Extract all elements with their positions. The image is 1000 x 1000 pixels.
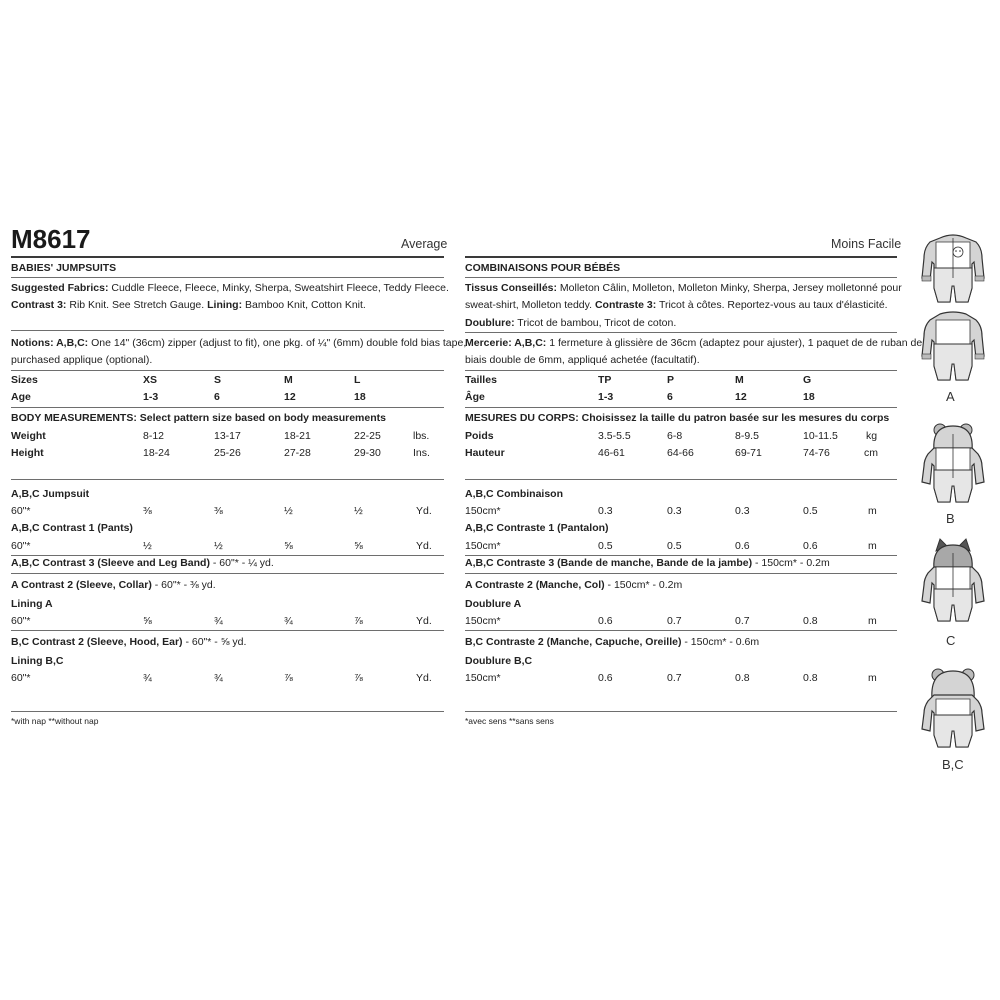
contrast3-lining-en (11, 299, 366, 312)
yard-unit: Yd. (416, 615, 432, 627)
fabrics-fr (465, 282, 902, 295)
size-m: M (284, 374, 293, 386)
weight-value: 6-8 (667, 430, 683, 442)
weight-label: Weight (11, 430, 46, 442)
divider (11, 370, 444, 371)
contrast2a-label: A Contraste 2 (Manche, Col) (465, 579, 605, 591)
yardage: ⅝ (354, 540, 363, 552)
contrast3-row-rest: - 150cm* - 0.2m (752, 557, 830, 569)
yardage: ½ (354, 505, 363, 517)
meterage: 0.6 (735, 540, 750, 552)
fabric-width: 150cm* (465, 540, 501, 552)
weight-unit: kg (866, 430, 878, 442)
contrast2bc-rest: - 150cm* - 0.6m (681, 636, 760, 648)
meter-unit: m (868, 615, 877, 627)
divider (11, 256, 444, 258)
notions-line2: biais double de 6mm, appliqué achetée (facultatif). (465, 354, 700, 366)
age-value: 1-3 (598, 391, 614, 403)
size-l: L (354, 374, 361, 386)
jumpsuit-label: A,B,C Combinaison (465, 488, 564, 500)
lining-bc-label: Doublure B,C (465, 655, 533, 667)
yardage: ⅞ (354, 615, 363, 627)
meterage: 0.6 (598, 672, 613, 684)
contrast2a-row (11, 579, 216, 592)
yardage: ¾ (214, 615, 223, 627)
figure-label-b: B (946, 511, 955, 526)
difficulty-en: Average (401, 237, 448, 251)
divider (465, 332, 897, 333)
footnote-en: *with nap **without nap (11, 716, 99, 726)
figure-label-a: A (946, 389, 955, 404)
contrast3-row (465, 557, 830, 570)
meterage: 0.8 (803, 615, 818, 627)
yardage: ½ (143, 540, 152, 552)
fabric-width: 60"* (11, 672, 31, 684)
contrast3-text: Tricot à côtes. Reportez-vous au taux d'élasticité. (656, 299, 888, 311)
contrast2bc-row (465, 636, 759, 649)
age-label: Age (11, 391, 31, 403)
contrast2a-row (465, 579, 682, 592)
meterage: 0.6 (598, 615, 613, 627)
divider (465, 370, 897, 371)
height-value: 25-26 (214, 447, 241, 459)
height-value: 18-24 (143, 447, 170, 459)
size-p: P (667, 374, 675, 386)
age-value: 6 (667, 391, 673, 403)
title-en: BABIES' JUMPSUITS (11, 262, 117, 274)
divider (465, 555, 897, 556)
lining-a-label: Lining A (11, 598, 53, 610)
divider (465, 711, 897, 712)
body-measurements-fr: MESURES DU CORPS: Choisissez la taille du patron basée sur les mesures du corps (465, 412, 890, 424)
yard-unit: Yd. (416, 540, 432, 552)
height-label: Hauteur (465, 447, 505, 459)
fabric-width: 60"* (11, 505, 31, 517)
yardage: ⅞ (354, 672, 363, 684)
fabrics-fr-line2 (465, 299, 888, 312)
yardage: ⅞ (284, 672, 293, 684)
divider (11, 573, 444, 574)
divider (11, 630, 444, 631)
fabrics-en (11, 282, 449, 295)
age-value: 12 (284, 391, 296, 403)
jumpsuit-a-front-illustration (918, 230, 988, 310)
meterage: 0.3 (735, 505, 750, 517)
contrast3-row-label: A,B,C Contraste 3 (Bande de manche, Bande de la jambe) (465, 557, 753, 569)
meterage: 0.3 (667, 505, 682, 517)
divider (465, 573, 897, 574)
yardage: ¾ (214, 672, 223, 684)
fabric-width: 150cm* (465, 505, 501, 517)
jumpsuit-label: A,B,C Jumpsuit (11, 488, 90, 500)
yard-unit: Yd. (416, 505, 432, 517)
size-m: M (735, 374, 744, 386)
contrast2a-rest: - 60"* - ⅜ yd. (151, 579, 216, 591)
weight-unit: lbs. (413, 430, 430, 442)
meterage: 0.7 (735, 615, 750, 627)
yardage: ¾ (284, 615, 293, 627)
weight-value: 18-21 (284, 430, 311, 442)
notions-label: Mercerie: A,B,C: (465, 337, 547, 349)
meterage: 0.5 (803, 505, 818, 517)
height-label: Height (11, 447, 44, 459)
jumpsuit-bc-back-illustration (918, 665, 988, 753)
yardage: ½ (284, 505, 293, 517)
contrast3-label: Contraste 3: (594, 299, 657, 311)
meterage: 0.5 (667, 540, 682, 552)
weight-value: 10-11.5 (803, 430, 838, 442)
age-value: 6 (214, 391, 220, 403)
divider (465, 407, 897, 408)
weight-value: 8-9.5 (735, 430, 759, 442)
contrast2bc-label: B,C Contrast 2 (Sleeve, Hood, Ear) (11, 636, 183, 648)
meterage: 0.7 (667, 672, 682, 684)
yard-unit: Yd. (416, 672, 432, 684)
fabrics-label: Tissus Conseillés: (465, 282, 558, 294)
contrast3-label: Contrast 3: (11, 299, 67, 311)
contrast2bc-label: B,C Contraste 2 (Manche, Capuche, Oreille) (465, 636, 682, 648)
notions-line1: One 14" (36cm) zipper (adjust to fit), one pkg. of ¼" (6mm) double fold bias tape, (88, 337, 467, 349)
meterage: 0.5 (598, 540, 613, 552)
contrast2bc-rest: - 60"* - ⅝ yd. (182, 636, 247, 648)
figure-label-bc: B,C (942, 757, 964, 772)
sizes-label: Tailles (465, 374, 497, 386)
contrast3-row (11, 557, 274, 570)
meter-unit: m (868, 505, 877, 517)
height-value: 29-30 (354, 447, 381, 459)
height-value: 46-61 (598, 447, 625, 459)
height-unit: cm (864, 447, 878, 459)
divider (465, 630, 897, 631)
height-value: 74-76 (803, 447, 830, 459)
fabrics-text: Molleton Câlin, Molleton, Molleton Minky, Sherpa, Jersey molletonné pour (557, 282, 902, 294)
notions-en (11, 337, 466, 350)
weight-value: 8-12 (143, 430, 165, 442)
yardage: ⅜ (214, 505, 223, 517)
meter-unit: m (868, 540, 877, 552)
fabrics-label: Suggested Fabrics: (11, 282, 109, 294)
sizes-label: Sizes (11, 374, 38, 386)
lining-a-label: Doublure A (465, 598, 522, 610)
contrast1-label: A,B,C Contrast 1 (Pants) (11, 522, 133, 534)
yardage: ⅝ (284, 540, 293, 552)
divider (11, 555, 444, 556)
contrast1-label: A,B,C Contraste 1 (Pantalon) (465, 522, 609, 534)
jumpsuit-c-illustration (918, 537, 988, 629)
meterage: 0.6 (803, 540, 818, 552)
difficulty-fr: Moins Facile (831, 237, 902, 251)
contrast2bc-row (11, 636, 246, 649)
meterage: 0.3 (598, 505, 613, 517)
size-s: S (214, 374, 222, 386)
contrast3-row-label: A,B,C Contrast 3 (Sleeve and Leg Band) (11, 557, 210, 569)
fabric-width: 150cm* (465, 615, 501, 627)
divider (11, 479, 444, 480)
size-tp: TP (598, 374, 612, 386)
size-g: G (803, 374, 812, 386)
fabric-width: 150cm* (465, 672, 501, 684)
divider (465, 277, 897, 278)
weight-value: 22-25 (354, 430, 381, 442)
meter-unit: m (868, 672, 877, 684)
weight-value: 3.5-5.5 (598, 430, 631, 442)
age-value: 18 (803, 391, 815, 403)
meterage: 0.8 (803, 672, 818, 684)
age-label: Âge (465, 391, 485, 403)
figure-label-c: C (946, 633, 956, 648)
height-value: 64-66 (667, 447, 694, 459)
jumpsuit-a-back-illustration (918, 308, 988, 388)
fabric-width: 60"* (11, 615, 31, 627)
yardage: ⅜ (143, 505, 152, 517)
yardage: ⅝ (143, 615, 152, 627)
contrast3-text: Rib Knit. See Stretch Gauge. (66, 299, 208, 311)
meterage: 0.8 (735, 672, 750, 684)
age-value: 18 (354, 391, 366, 403)
height-value: 27-28 (284, 447, 311, 459)
pattern-number: M8617 (11, 224, 91, 254)
divider (465, 479, 897, 480)
lining-bc-label: Lining B,C (11, 655, 64, 667)
lining-text: Tricot de bambou, Tricot de coton. (514, 317, 677, 329)
divider (11, 277, 444, 278)
weight-label: Poids (465, 430, 494, 442)
fabrics-text: Cuddle Fleece, Fleece, Minky, Sherpa, Sweatshirt Fleece, Teddy Fleece. (108, 282, 449, 294)
contrast2a-label: A Contrast 2 (Sleeve, Collar) (11, 579, 152, 591)
fabrics-text: sweat-shirt, Molleton teddy. (465, 299, 595, 311)
footnote-fr: *avec sens **sans sens (465, 716, 554, 726)
height-value: 69-71 (735, 447, 762, 459)
notions-line2: purchased applique (optional). (11, 354, 153, 366)
divider (465, 256, 897, 258)
fabric-width: 60"* (11, 540, 31, 552)
size-xs: XS (143, 374, 158, 386)
yardage: ½ (214, 540, 223, 552)
divider (11, 407, 444, 408)
lining-fr (465, 317, 676, 330)
notions-label: Notions: A,B,C: (11, 337, 89, 349)
notions-fr (465, 337, 922, 350)
age-value: 12 (735, 391, 747, 403)
meterage: 0.7 (667, 615, 682, 627)
weight-value: 13-17 (214, 430, 241, 442)
divider (11, 711, 444, 712)
jumpsuit-b-illustration (918, 420, 988, 510)
lining-label: Lining: (207, 299, 243, 311)
contrast2a-rest: - 150cm* - 0.2m (604, 579, 683, 591)
height-unit: Ins. (413, 447, 430, 459)
body-measurements-en: BODY MEASUREMENTS: Select pattern size based on body measurements (11, 412, 386, 424)
age-value: 1-3 (143, 391, 159, 403)
lining-text: Bamboo Knit, Cotton Knit. (242, 299, 366, 311)
yardage: ¾ (143, 672, 152, 684)
notions-line1: 1 fermeture à glissière de 36cm (adaptez pour ajuster), 1 paquet de de ruban de (546, 337, 923, 349)
title-fr: COMBINAISONS POUR BÉBÉS (465, 262, 621, 274)
lining-label: Doublure: (465, 317, 515, 329)
divider (11, 330, 444, 331)
contrast3-row-rest: - 60"* - ¼ yd. (209, 557, 274, 569)
